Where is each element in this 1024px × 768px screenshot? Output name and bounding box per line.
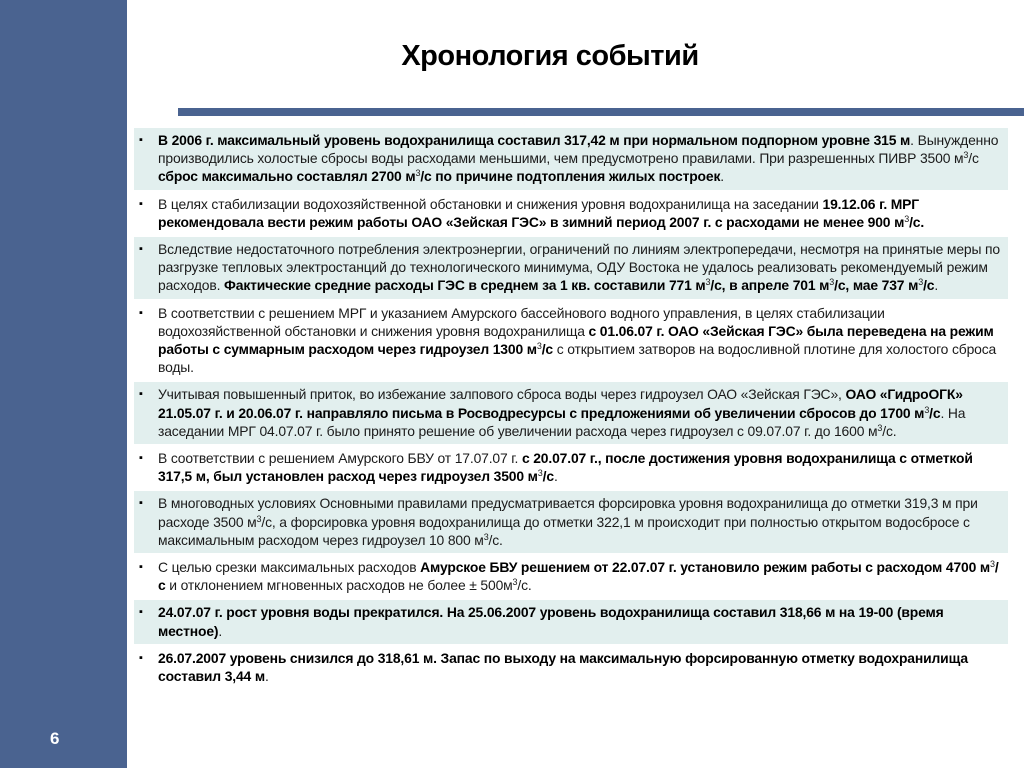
superscript: 3 bbox=[904, 213, 910, 224]
item-text: В многоводных условиях Основными правилами предусматривается форсировка уровня водохранилища до отметки 319,3 м при расходе 3500 м bbox=[158, 495, 978, 530]
item-text: В соответствии с решением Амурского БВУ от 17.07.07 г. bbox=[158, 450, 522, 467]
item-text-bold: 26.07.2007 уровень снизился до 318,61 м. Запас по выходу на максимальную форсированную отметку водохранилища составил 3,44 м bbox=[158, 649, 968, 685]
item-text-bold: Фактические средние расходы ГЭС в среднем за 1 кв. составили 771 м bbox=[224, 277, 706, 294]
list-item-gidroogk-letters bbox=[134, 382, 1008, 444]
item-text-bold: /с, мае 737 м bbox=[834, 277, 919, 294]
bullet-icon: ▪ bbox=[139, 561, 143, 574]
item-text: и отклонением мгновенных расходов не более ± 500м bbox=[165, 577, 513, 594]
item-text: . bbox=[264, 668, 269, 685]
page-number: 6 bbox=[50, 729, 60, 748]
bullet-icon: ▪ bbox=[139, 306, 143, 319]
item-text-bold: В 2006 г. максимальный уровень водохранилища составил 317,42 м при нормальном подпорном уровне 315 м bbox=[158, 132, 911, 148]
superscript: 3 bbox=[990, 559, 995, 570]
superscript: 3 bbox=[963, 150, 969, 161]
bullet-icon: ▪ bbox=[139, 606, 143, 619]
item-text-bold: сброс максимально составлял 2700 м bbox=[158, 168, 416, 185]
slide-title: Хронология событий bbox=[401, 40, 699, 72]
item-text: /с. bbox=[517, 577, 532, 594]
item-text: /с, а форсировка уровня водохранилища до отметки 322,1 м происходит при полностью открытом водосбросе с максимальным расходом через гидроузел 10 800 м bbox=[158, 513, 970, 548]
superscript: 3 bbox=[877, 422, 883, 433]
list-item-mrg-recommendation bbox=[134, 192, 1008, 235]
superscript: 3 bbox=[256, 513, 262, 524]
item-text-bold: /с bbox=[929, 404, 941, 421]
item-text-bold: /с bbox=[541, 341, 554, 358]
bullet-icon: ▪ bbox=[139, 651, 143, 664]
list-item-level-decreased bbox=[134, 646, 1008, 689]
item-text-bold: с 01.06.07 г. ОАО «Зейская ГЭС» была переведена на режим работы с суммарным расходом через гидроузел 1300 м bbox=[158, 322, 994, 358]
bullet-icon: ▪ bbox=[139, 452, 143, 465]
list-item-forced-level bbox=[134, 491, 1008, 553]
superscript: 3 bbox=[512, 577, 518, 588]
item-text-bold: /с по причине подтопления жилых построек bbox=[420, 168, 721, 185]
superscript: 3 bbox=[829, 277, 835, 288]
item-text: Вследствие недостаточного потребления электроэнергии, ограничений по линиям электропередачи, несмотря на принятые меры по разгрузке тепловых электростанций до технологического минимума, ОДУ Востока не удалось реализовать рекомендуемый режим расходов. bbox=[158, 241, 1000, 294]
item-text-bold: 24.07.07 г. рост уровня воды прекратился. На 25.06.2007 уровень водохранилища составил 318,66 м на 19-00 (время местное) bbox=[158, 604, 944, 639]
item-text-bold: Амурское БВУ решением от 22.07.07 г. установило режим работы с расходом 4700 м bbox=[420, 559, 991, 576]
list-item-4700-mode bbox=[134, 555, 1008, 598]
list-item-rise-stopped bbox=[134, 600, 1008, 643]
bullet-icon: ▪ bbox=[139, 134, 143, 146]
item-text: В целях стабилизации водохозяйственной обстановки и снижения уровня водохранилища на заседании bbox=[158, 195, 823, 212]
superscript: 3 bbox=[918, 277, 924, 288]
item-text-bold: с 20.07.07 г., после достижения уровня водохранилища с отметкой 317,5 м, был установлен расход через гидроузел 3500 м bbox=[158, 450, 973, 485]
item-text: Учитывая повышенный приток, во избежание залпового сброса воды через гидроузел ОАО «Зейская ГЭС», bbox=[158, 386, 846, 403]
item-text-bold: /с, в апреле 701 м bbox=[710, 277, 830, 294]
item-text: . На заседании МРГ 04.07.07 г. было принято решение об увеличении расхода через гидроузел с 09.07.07 г. до 1600 м bbox=[158, 404, 966, 439]
item-text: . bbox=[218, 622, 223, 639]
item-text: с открытием затворов на водосливной плотине для холостого сброса воды. bbox=[158, 341, 997, 376]
superscript: 3 bbox=[924, 404, 930, 415]
bullet-icon: ▪ bbox=[139, 243, 143, 256]
bullet-icon: ▪ bbox=[139, 197, 143, 210]
item-text-bold: 19.12.06 г. МРГ рекомендовала вести режим работы ОАО «Зейская ГЭС» в зимний период 2007 г. с расходами не менее 900 м bbox=[158, 195, 920, 230]
item-text: /с bbox=[968, 150, 979, 167]
bullet-icon: ▪ bbox=[139, 497, 143, 510]
superscript: 3 bbox=[415, 168, 421, 179]
item-text: /с. bbox=[488, 531, 503, 548]
item-text-bold: /с bbox=[923, 277, 935, 294]
item-text-bold: ОАО «ГидроОГК» 21.05.07 г. и 20.06.07 г. направляло письма в Росводресурсы с предложениями об увеличении сбросов до 1700 м bbox=[158, 386, 963, 421]
list-item-1300-mode bbox=[134, 301, 1008, 381]
item-text-bold: /с bbox=[542, 468, 554, 485]
title-underline-rule bbox=[178, 108, 1024, 116]
list-item-actual-flows bbox=[134, 237, 1008, 299]
item-text: . Вынужденно производились холостые сбросы воды расходами меньшими, чем предусмотрено правилами. При разрешенных ПИВР 3500 м bbox=[158, 132, 999, 167]
superscript: 3 bbox=[537, 468, 543, 479]
item-text: . bbox=[553, 468, 558, 485]
item-text: /с. bbox=[882, 422, 897, 439]
list-item-3500-flow bbox=[134, 446, 1008, 489]
bullet-icon: ▪ bbox=[139, 388, 143, 401]
item-text-bold: /с bbox=[158, 559, 999, 594]
item-text: В соответствии с решением МРГ и указанием Амурского бассейнового водного управления, в целях стабилизации водохозяйственной обстановки и снижения уровня водохранилища bbox=[158, 304, 885, 339]
item-text-bold: /с. bbox=[909, 213, 925, 230]
superscript: 3 bbox=[536, 341, 542, 352]
events-list bbox=[134, 128, 1008, 689]
item-text: . bbox=[720, 168, 724, 185]
left-sidebar-band bbox=[0, 0, 127, 768]
superscript: 3 bbox=[483, 531, 489, 542]
item-text: . bbox=[934, 277, 939, 294]
item-text: С целью срезки максимальных расходов bbox=[158, 559, 421, 576]
superscript: 3 bbox=[705, 277, 711, 288]
list-item-2006-max-level bbox=[134, 128, 1008, 190]
